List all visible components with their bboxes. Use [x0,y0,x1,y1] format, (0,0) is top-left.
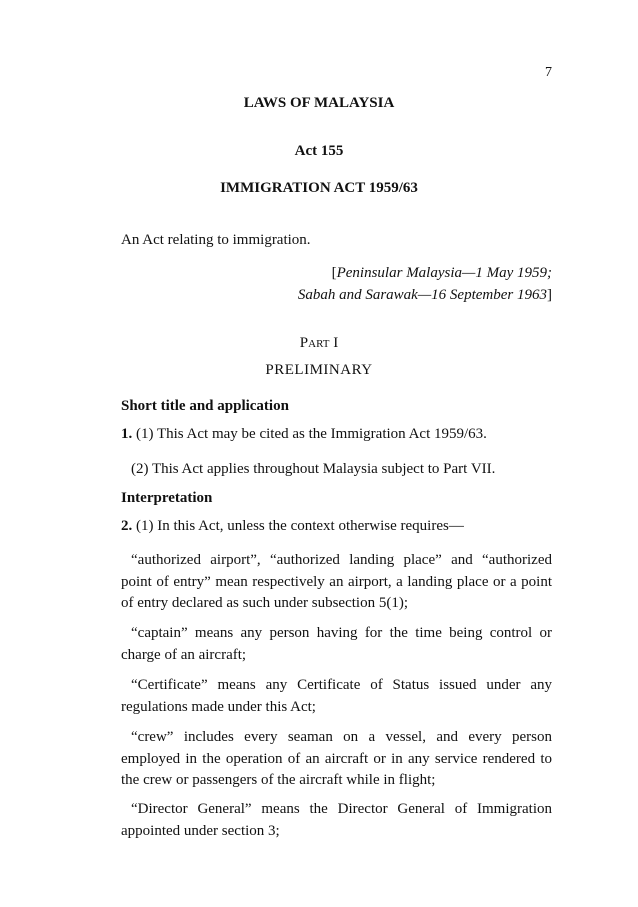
section-2-number: 2. [121,518,133,534]
date-peninsular: Peninsular Malaysia—1 May 1959; [336,265,552,281]
part-title: PRELIMINARY [265,362,373,378]
definition-authorized-airport: “authorized airport”, “authorized landing place” and “authorized point of entry” mean respectively an airport, a landing place or a point of entry declared as such under subsection 5(1); [121,552,552,611]
section-2-heading: Interpretation [121,490,213,506]
open-bracket: [ [331,265,337,281]
act-number: Act 155 [294,143,344,159]
section-1-heading: Short title and application [121,398,289,414]
section-2-text-1: (1) In this Act, unless the context otherwise requires— [136,518,464,534]
section-1-subsection-2: (2) This Act applies throughout Malaysia subject to Part VII. [131,461,496,477]
part-number: I [333,335,339,351]
definition-crew: “crew” includes every seaman on a vessel, and every person employed in the operation of an aircraft or in any service rendered to the crew or passengers of the aircraft while in flight; [121,729,552,788]
part-heading [0,335,638,352]
section-1-subsection-1 [121,424,552,446]
date-line-1 [298,262,552,284]
act-name: IMMIGRATION ACT 1959/63 [220,180,418,196]
section-1-text-1: (1) This Act may be cited as the Immigration Act 1959/63. [136,426,487,442]
close-bracket: ] [547,287,552,303]
commencement-dates [298,262,552,306]
definition-director-general: “Director General” means the Director General of Immigration appointed under section 3; [121,801,552,839]
page-number: 7 [545,65,552,80]
section-2-subsection-1 [121,516,552,538]
date-sabah-sarawak: Sabah and Sarawak—16 September 1963 [297,287,547,303]
long-title: An Act relating to immigration. [121,232,311,248]
date-line-2 [298,284,552,306]
part-label: Part [299,335,330,351]
definition-captain: “captain” means any person having for the time being control or charge of an aircraft; [121,625,552,663]
laws-title: LAWS OF MALAYSIA [243,95,395,111]
definition-certificate: “Certificate” means any Certificate of Status issued under any regulations made under this Act; [121,677,552,715]
section-1-number: 1. [121,426,133,442]
